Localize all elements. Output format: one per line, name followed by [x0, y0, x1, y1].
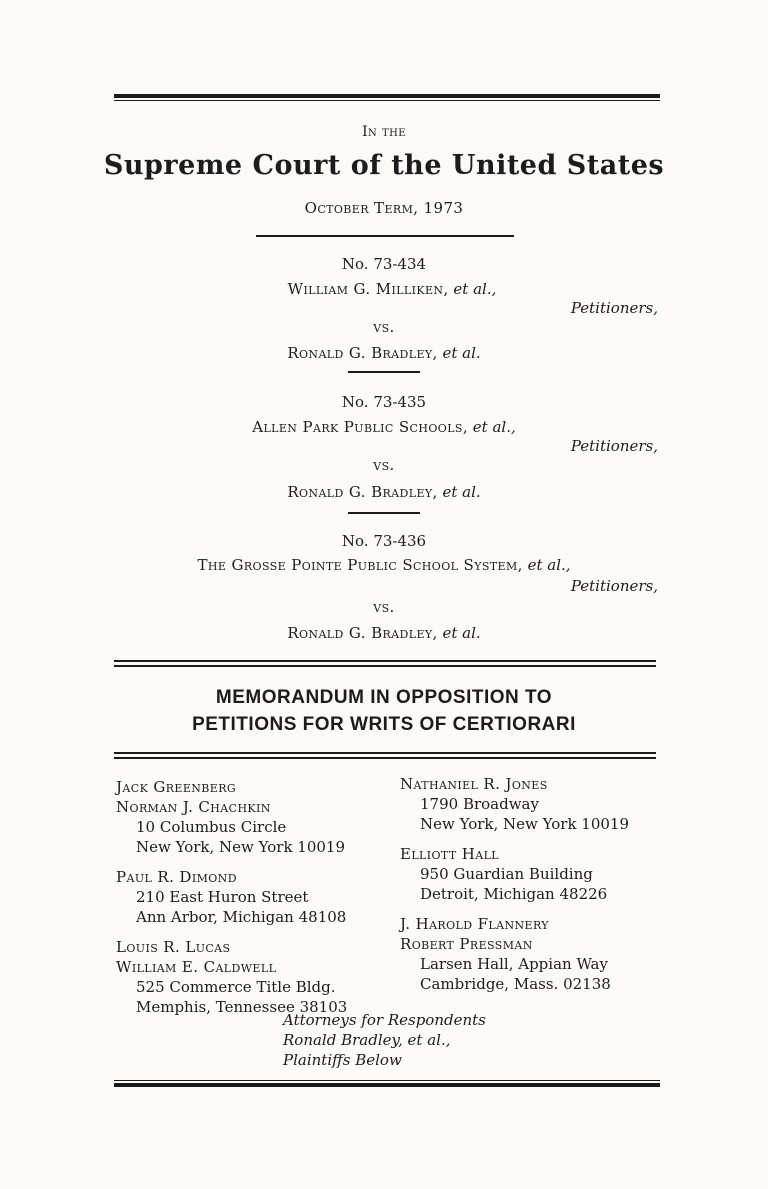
attorney-name: J. Harold Flannery	[400, 915, 549, 933]
attorney-name: Louis R. Lucas	[116, 938, 231, 956]
case-petitioner	[0, 418, 768, 436]
attorney-address: 10 Columbus Circle	[136, 818, 287, 836]
attorneys-for	[283, 1010, 486, 1070]
attorney-address: 525 Commerce Title Bldg.	[136, 978, 336, 996]
header-divider	[256, 235, 514, 237]
petitioner-suffix: et al.,	[472, 418, 516, 436]
vs-label: vs.	[373, 598, 395, 616]
respondent-suffix: et al.	[442, 483, 481, 501]
attorney-name: Elliott Hall	[400, 845, 500, 863]
attorney-name: Jack Greenberg	[116, 778, 237, 796]
memo-bottom-rule	[114, 752, 656, 759]
bottom-rule	[114, 1080, 660, 1087]
petitioner-suffix: et al.,	[527, 556, 571, 574]
memo-title-line2: PETITIONS FOR WRITS OF CERTIORARI	[192, 714, 576, 735]
case-respondent	[0, 344, 768, 362]
attorneys-for-line: Attorneys for Respondents	[283, 1011, 486, 1029]
memo-top-rule	[114, 660, 656, 667]
attorney-address: Ann Arbor, Michigan 48108	[136, 908, 347, 926]
case-divider	[348, 512, 420, 514]
petitioners-label: Petitioners,	[570, 299, 658, 317]
attorneys-for-line: Ronald Bradley, et al.,	[283, 1031, 451, 1049]
attorney-name: Norman J. Chachkin	[116, 798, 271, 816]
attorneys-left	[116, 777, 347, 1017]
case-petitioner	[0, 556, 768, 574]
respondent-suffix: et al.	[442, 624, 481, 642]
petitioner-suffix: et al.,	[453, 280, 497, 298]
attorney-address: 1790 Broadway	[420, 795, 539, 813]
petitioner-name: William G. Milliken,	[287, 280, 449, 298]
attorney-name: Robert Pressman	[400, 935, 533, 953]
attorney-address: Detroit, Michigan 48226	[420, 885, 608, 903]
attorney-address: Larsen Hall, Appian Way	[420, 955, 608, 973]
respondent-name: Ronald G. Bradley,	[287, 344, 438, 362]
attorney-address: New York, New York 10019	[136, 838, 346, 856]
term-label: October Term, 1973	[304, 199, 464, 217]
attorney-address: 950 Guardian Building	[420, 865, 593, 883]
attorney-address: Cambridge, Mass. 02138	[420, 975, 611, 993]
respondent-suffix: et al.	[442, 344, 481, 362]
respondent-name: Ronald G. Bradley,	[287, 624, 438, 642]
in-the-label: In the	[362, 124, 406, 140]
respondent-name: Ronald G. Bradley,	[287, 483, 438, 501]
attorney-address: New York, New York 10019	[420, 815, 630, 833]
vs-label: vs.	[373, 456, 395, 474]
case-number: No. 73-434	[341, 255, 427, 273]
attorneys-for-line: Plaintiffs Below	[283, 1051, 402, 1069]
case-number: No. 73-435	[341, 393, 427, 411]
case-respondent	[0, 483, 768, 501]
attorney-name: Paul R. Dimond	[116, 868, 237, 886]
petitioner-name: The Grosse Pointe Public School System,	[197, 556, 523, 574]
petitioner-name: Allen Park Public Schools,	[252, 418, 469, 436]
petitioners-label: Petitioners,	[570, 577, 658, 595]
attorneys-right	[400, 774, 629, 994]
case-petitioner	[0, 280, 768, 298]
attorney-name: William E. Caldwell	[116, 958, 277, 976]
case-divider	[348, 371, 420, 373]
petitioners-label: Petitioners,	[570, 437, 658, 455]
attorney-address: 210 East Huron Street	[136, 888, 309, 906]
case-number: No. 73-436	[341, 532, 427, 550]
top-rule	[114, 94, 660, 101]
memo-title-line1: MEMORANDUM IN OPPOSITION TO	[215, 687, 553, 708]
attorney-address: Memphis, Tennessee 38103	[136, 998, 348, 1016]
vs-label: vs.	[373, 318, 395, 336]
court-name: Supreme Court of the United States	[103, 150, 665, 181]
attorney-name: Nathaniel R. Jones	[400, 775, 548, 793]
case-respondent	[0, 624, 768, 642]
